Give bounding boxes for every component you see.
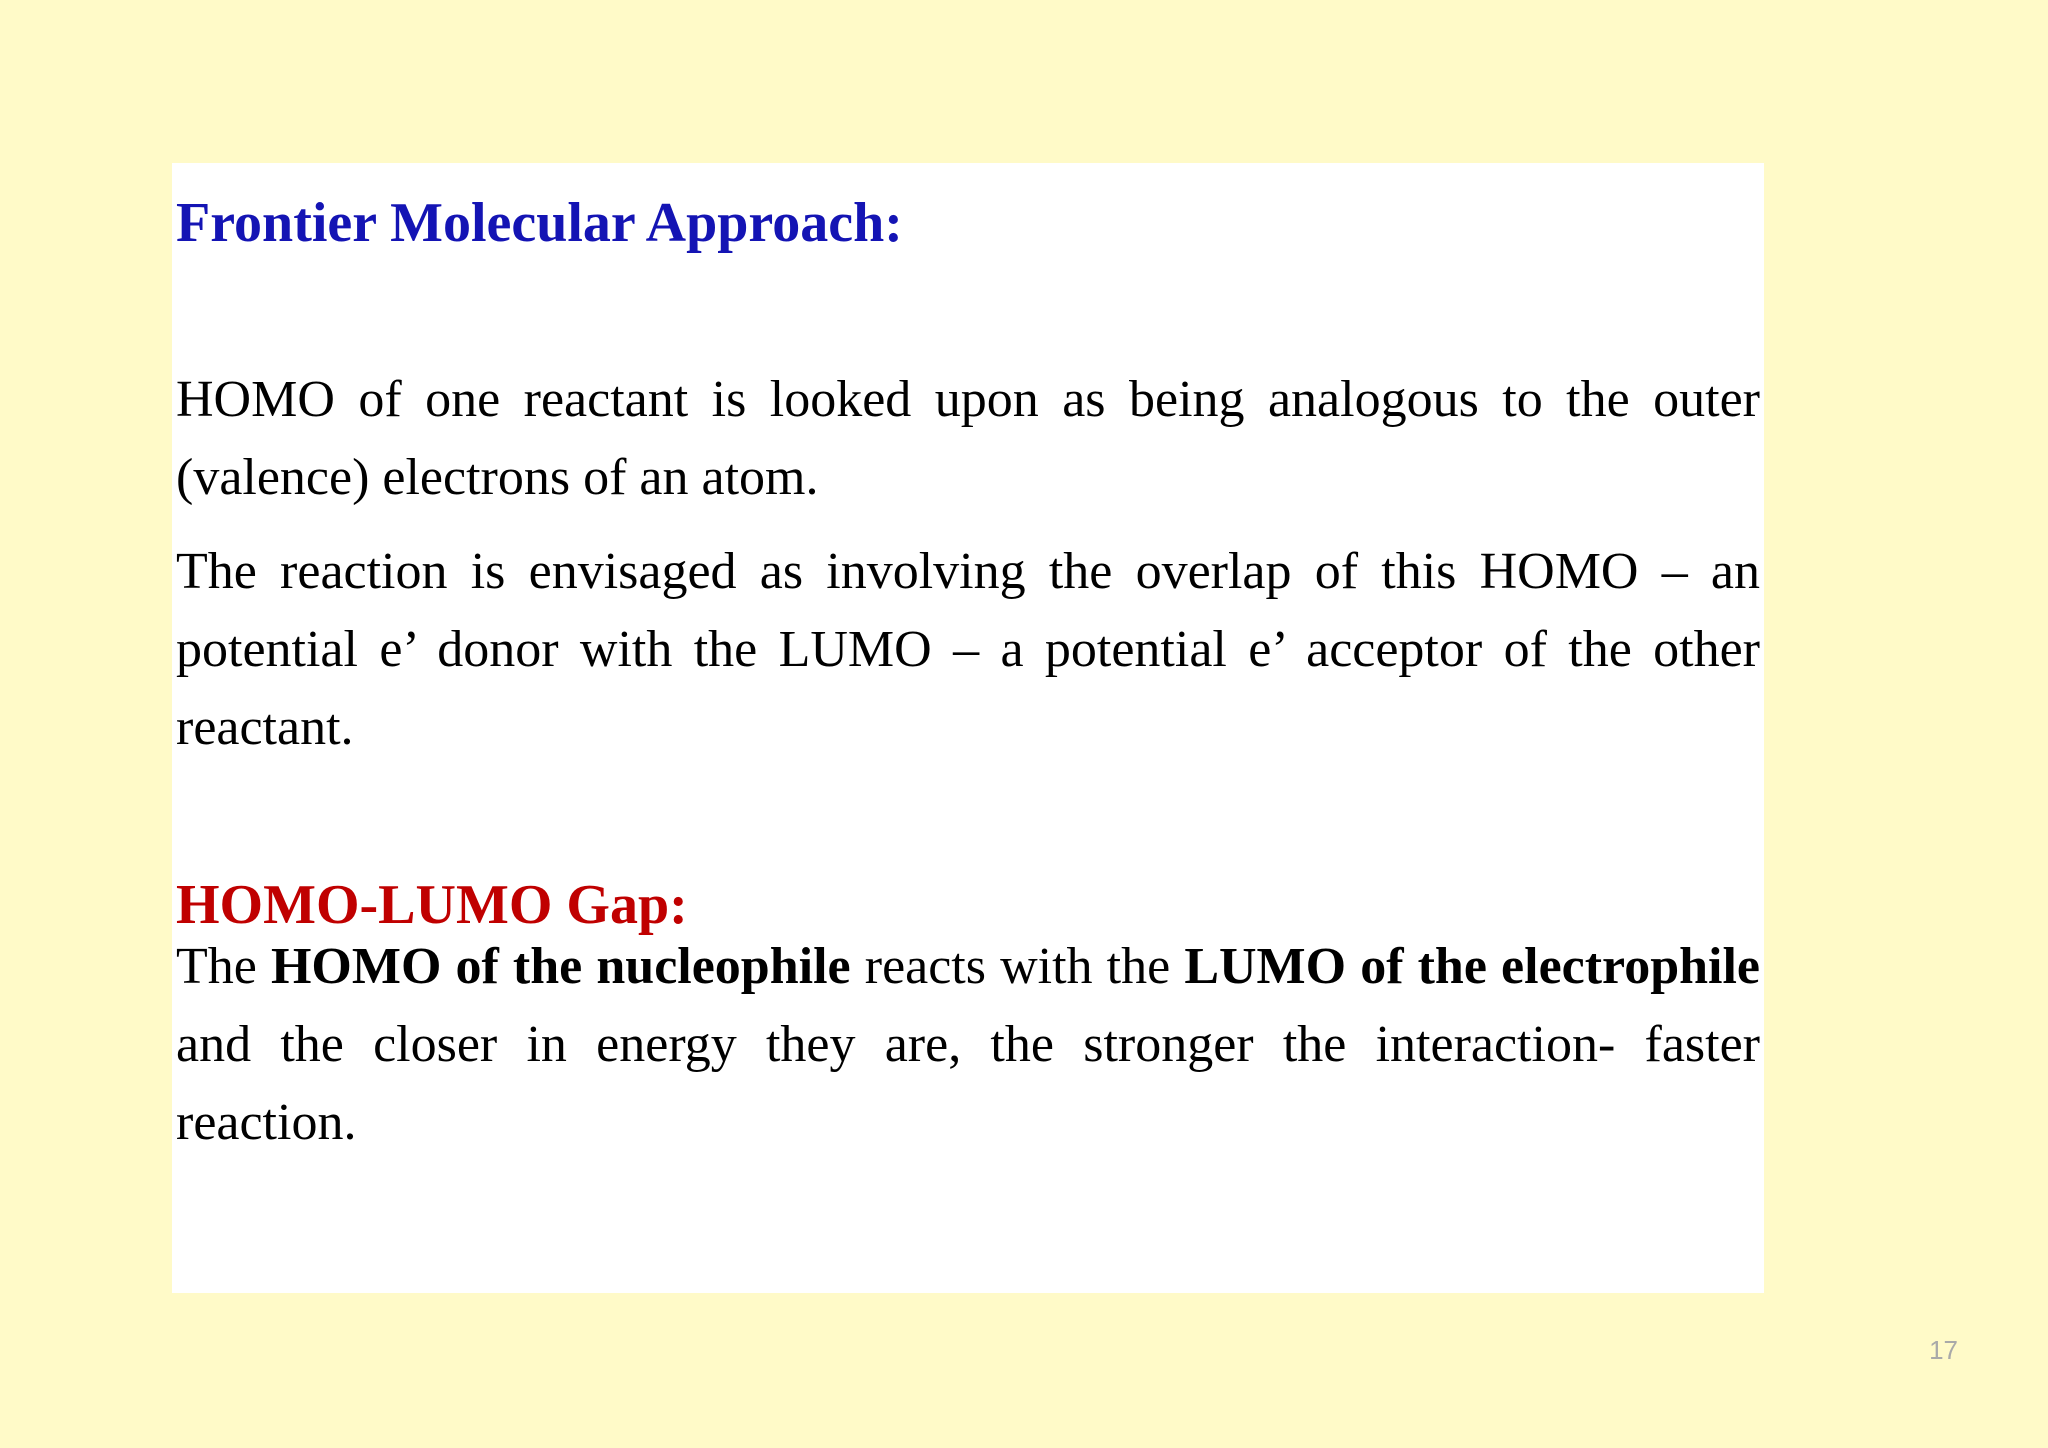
paragraph-homo-analogy: HOMO of one reactant is looked upon as being analogous to the outer (valence) electrons of an atom. — [176, 371, 1760, 506]
para3-text-1: The — [176, 938, 271, 995]
paragraph-overlap: The reaction is envisaged as involving the overlap of this HOMO – an potential e’ donor with the LUMO – a potential e’ acceptor of the other reactant. — [176, 543, 1760, 756]
homo-nucleophile-emphasis: HOMO of the nucleophile — [270, 938, 851, 995]
slide-number: 17 — [1929, 1335, 1958, 1365]
paragraph-homo-lumo-gap — [176, 928, 1760, 1162]
para3-text-2: reacts with the — [850, 938, 1185, 995]
section-heading-frontier: Frontier Molecular Approach: — [176, 192, 903, 254]
section-heading-gap: HOMO-LUMO Gap: — [176, 874, 688, 936]
content-box — [172, 163, 1764, 1293]
para3-text-3: and the closer in energy they are, the stronger the interaction- faster reaction. — [176, 1016, 1760, 1151]
lumo-electrophile-emphasis: LUMO of the electrophile — [1184, 938, 1761, 995]
